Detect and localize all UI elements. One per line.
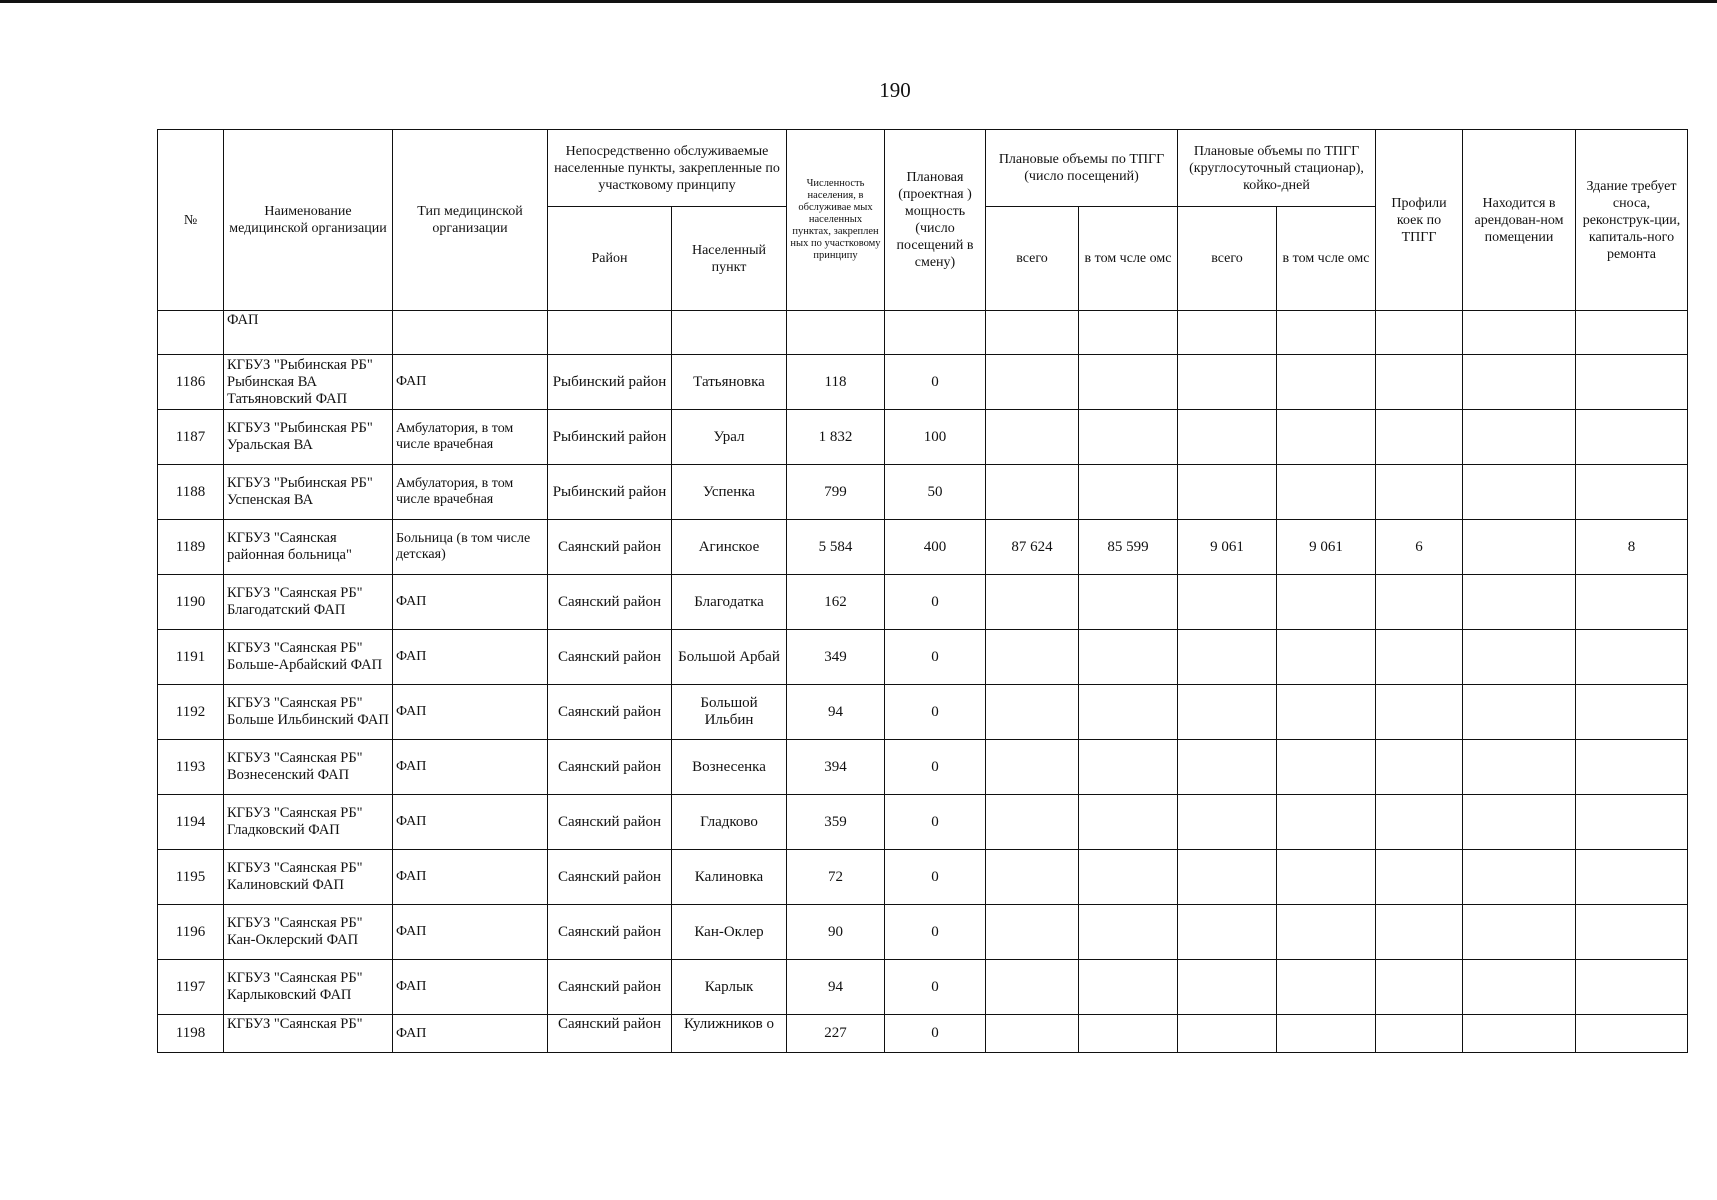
- row-beds-total: [1178, 355, 1277, 410]
- header-capacity: Плановая (проектная ) мощность (число посещений в смену): [885, 130, 986, 311]
- row-population: 349: [787, 630, 885, 685]
- row-visits-oms: [1079, 1015, 1178, 1053]
- row-population: 1 832: [787, 410, 885, 465]
- row-profiles: 6: [1376, 520, 1463, 575]
- section-cell: [885, 311, 986, 355]
- row-population: 72: [787, 850, 885, 905]
- row-district: Саянский район: [548, 685, 672, 740]
- row-visits-oms: [1079, 575, 1178, 630]
- row-capacity: 0: [885, 850, 986, 905]
- row-capacity: 100: [885, 410, 986, 465]
- row-beds-total: [1178, 1015, 1277, 1053]
- row-visits-total: [986, 685, 1079, 740]
- table-row: [158, 795, 1688, 850]
- header-visits: Плановые объемы по ТПГГ (число посещений): [986, 130, 1178, 207]
- row-district: Саянский район: [548, 575, 672, 630]
- row-name: КГБУЗ "Саянская РБ" Больше Ильбинский ФАП: [224, 685, 393, 740]
- header-settlement: Населенный пункт: [672, 207, 787, 311]
- row-settlement: Кулижников о: [672, 1015, 787, 1053]
- row-beds-oms: [1277, 1015, 1376, 1053]
- header-rented: Находится в арендован-ном помещении: [1463, 130, 1576, 311]
- row-profiles: [1376, 355, 1463, 410]
- table-row: [158, 960, 1688, 1015]
- row-rented: [1463, 520, 1576, 575]
- row-rented: [1463, 575, 1576, 630]
- row-rented: [1463, 960, 1576, 1015]
- row-settlement: Калиновка: [672, 850, 787, 905]
- row-building: [1576, 905, 1688, 960]
- row-num: 1186: [158, 355, 224, 410]
- header-name: Наименование медицинской организации: [224, 130, 393, 311]
- section-cell: [672, 311, 787, 355]
- row-district: Саянский район: [548, 850, 672, 905]
- section-cell: [1277, 311, 1376, 355]
- row-profiles: [1376, 795, 1463, 850]
- row-settlement: Агинское: [672, 520, 787, 575]
- row-type: Амбулатория, в том числе врачебная: [393, 410, 548, 465]
- row-settlement: Гладково: [672, 795, 787, 850]
- table-row: [158, 410, 1688, 465]
- row-name: КГБУЗ "Рыбинская РБ" Рыбинская ВА Татьяновский ФАП: [224, 355, 393, 410]
- row-building: [1576, 355, 1688, 410]
- row-type: Больница (в том числе детская): [393, 520, 548, 575]
- row-visits-total: [986, 740, 1079, 795]
- section-cell: [986, 311, 1079, 355]
- header-building: Здание требует сноса, реконструк-ции, капиталь-ного ремонта: [1576, 130, 1688, 311]
- row-rented: [1463, 685, 1576, 740]
- row-district: Саянский район: [548, 905, 672, 960]
- row-beds-oms: [1277, 410, 1376, 465]
- row-profiles: [1376, 630, 1463, 685]
- row-capacity: 0: [885, 905, 986, 960]
- row-num: 1197: [158, 960, 224, 1015]
- section-cell: [1079, 311, 1178, 355]
- row-visits-oms: [1079, 355, 1178, 410]
- row-capacity: 0: [885, 795, 986, 850]
- header-district: Район: [548, 207, 672, 311]
- row-beds-total: [1178, 905, 1277, 960]
- row-visits-oms: [1079, 850, 1178, 905]
- header-visits-oms: в том чсле омс: [1079, 207, 1178, 311]
- table-row: [158, 630, 1688, 685]
- row-name: КГБУЗ "Рыбинская РБ" Уральская ВА: [224, 410, 393, 465]
- table-row: [158, 520, 1688, 575]
- row-num: 1189: [158, 520, 224, 575]
- row-settlement: Карлык: [672, 960, 787, 1015]
- row-visits-oms: [1079, 960, 1178, 1015]
- row-visits-total: [986, 850, 1079, 905]
- section-cell: [1376, 311, 1463, 355]
- row-type: Амбулатория, в том числе врачебная: [393, 465, 548, 520]
- row-beds-oms: [1277, 960, 1376, 1015]
- row-building: [1576, 850, 1688, 905]
- row-settlement: Татьяновка: [672, 355, 787, 410]
- row-district: Саянский район: [548, 960, 672, 1015]
- row-beds-total: [1178, 410, 1277, 465]
- row-capacity: 0: [885, 355, 986, 410]
- row-beds-total: [1178, 850, 1277, 905]
- row-profiles: [1376, 465, 1463, 520]
- table-header: [158, 130, 1688, 311]
- row-population: 799: [787, 465, 885, 520]
- row-building: [1576, 410, 1688, 465]
- row-rented: [1463, 740, 1576, 795]
- row-capacity: 0: [885, 575, 986, 630]
- row-population: 90: [787, 905, 885, 960]
- header-num: №: [158, 130, 224, 311]
- row-type: ФАП: [393, 795, 548, 850]
- table-row: [158, 575, 1688, 630]
- row-profiles: [1376, 1015, 1463, 1053]
- table-row: [158, 355, 1688, 410]
- row-building: [1576, 960, 1688, 1015]
- section-cell: [548, 311, 672, 355]
- table-row: [158, 905, 1688, 960]
- row-population: 118: [787, 355, 885, 410]
- row-district: Рыбинский район: [548, 465, 672, 520]
- row-rented: [1463, 410, 1576, 465]
- row-beds-oms: [1277, 355, 1376, 410]
- row-rented: [1463, 1015, 1576, 1053]
- row-name: КГБУЗ "Саянская РБ": [224, 1015, 393, 1053]
- row-building: [1576, 795, 1688, 850]
- row-type: ФАП: [393, 960, 548, 1015]
- row-type: ФАП: [393, 355, 548, 410]
- row-profiles: [1376, 905, 1463, 960]
- row-type: ФАП: [393, 850, 548, 905]
- row-beds-oms: [1277, 795, 1376, 850]
- row-capacity: 0: [885, 960, 986, 1015]
- row-settlement: Большой Ильбин: [672, 685, 787, 740]
- row-num: 1194: [158, 795, 224, 850]
- row-visits-total: [986, 465, 1079, 520]
- page-number: 190: [879, 78, 911, 102]
- table-body: [158, 311, 1688, 1053]
- header-beds-total: всего: [1178, 207, 1277, 311]
- row-rented: [1463, 905, 1576, 960]
- row-visits-total: [986, 630, 1079, 685]
- row-name: КГБУЗ "Саянская районная больница": [224, 520, 393, 575]
- row-beds-total: [1178, 795, 1277, 850]
- row-rented: [1463, 850, 1576, 905]
- row-beds-total: [1178, 465, 1277, 520]
- row-name: КГБУЗ "Саянская РБ" Кан-Оклерский ФАП: [224, 905, 393, 960]
- top-border-line: [0, 0, 1717, 3]
- section-cell: [1178, 311, 1277, 355]
- row-visits-total: [986, 795, 1079, 850]
- row-visits-oms: [1079, 740, 1178, 795]
- row-beds-oms: [1277, 630, 1376, 685]
- header-beds-oms: в том чсле омс: [1277, 207, 1376, 311]
- row-num: 1192: [158, 685, 224, 740]
- header-type: Тип медицинской организации: [393, 130, 548, 311]
- row-rented: [1463, 795, 1576, 850]
- row-name: КГБУЗ "Саянская РБ" Калиновский ФАП: [224, 850, 393, 905]
- header-profiles: Профили коек по ТПГГ: [1376, 130, 1463, 311]
- header-population: Численность населения, в обслуживае мых населенных пунктах, закреплен ных по участковому принципу: [787, 130, 885, 311]
- row-settlement: Большой Арбай: [672, 630, 787, 685]
- row-beds-oms: 9 061: [1277, 520, 1376, 575]
- row-beds-total: [1178, 685, 1277, 740]
- row-visits-oms: 85 599: [1079, 520, 1178, 575]
- row-settlement: Вознесенка: [672, 740, 787, 795]
- row-beds-oms: [1277, 465, 1376, 520]
- row-beds-total: [1178, 740, 1277, 795]
- table-row: [158, 465, 1688, 520]
- section-cell: [1576, 311, 1688, 355]
- row-district: Рыбинский район: [548, 410, 672, 465]
- row-population: 227: [787, 1015, 885, 1053]
- section-row: [158, 311, 1688, 355]
- row-population: 94: [787, 685, 885, 740]
- row-settlement: Успенка: [672, 465, 787, 520]
- row-building: [1576, 630, 1688, 685]
- row-visits-total: [986, 1015, 1079, 1053]
- row-capacity: 0: [885, 630, 986, 685]
- row-capacity: 0: [885, 685, 986, 740]
- row-num: 1196: [158, 905, 224, 960]
- row-capacity: 400: [885, 520, 986, 575]
- row-num: 1198: [158, 1015, 224, 1053]
- row-settlement: Кан-Оклер: [672, 905, 787, 960]
- row-rented: [1463, 630, 1576, 685]
- row-beds-total: [1178, 960, 1277, 1015]
- row-population: 394: [787, 740, 885, 795]
- row-population: 5 584: [787, 520, 885, 575]
- row-building: [1576, 1015, 1688, 1053]
- section-cell: [393, 311, 548, 355]
- row-district: Саянский район: [548, 1015, 672, 1053]
- row-profiles: [1376, 575, 1463, 630]
- row-type: ФАП: [393, 575, 548, 630]
- row-visits-oms: [1079, 905, 1178, 960]
- row-district: Саянский район: [548, 630, 672, 685]
- row-building: 8: [1576, 520, 1688, 575]
- table-row: [158, 1015, 1688, 1053]
- row-profiles: [1376, 960, 1463, 1015]
- row-beds-oms: [1277, 685, 1376, 740]
- row-num: 1195: [158, 850, 224, 905]
- table-row: [158, 850, 1688, 905]
- row-beds-oms: [1277, 575, 1376, 630]
- row-name: КГБУЗ "Саянская РБ" Больше-Арбайский ФАП: [224, 630, 393, 685]
- row-rented: [1463, 355, 1576, 410]
- row-beds-oms: [1277, 850, 1376, 905]
- row-num: 1187: [158, 410, 224, 465]
- row-name: КГБУЗ "Саянская РБ" Карлыковский ФАП: [224, 960, 393, 1015]
- row-beds-oms: [1277, 905, 1376, 960]
- row-visits-oms: [1079, 685, 1178, 740]
- row-num: 1188: [158, 465, 224, 520]
- row-profiles: [1376, 740, 1463, 795]
- header-served: Непосредственно обслуживаемые населенные пункты, закрепленные по участковому принципу: [548, 130, 787, 207]
- row-profiles: [1376, 685, 1463, 740]
- row-visits-oms: [1079, 795, 1178, 850]
- row-visits-oms: [1079, 630, 1178, 685]
- row-district: Саянский район: [548, 795, 672, 850]
- row-capacity: 0: [885, 1015, 986, 1053]
- header-visits-total: всего: [986, 207, 1079, 311]
- row-district: Рыбинский район: [548, 355, 672, 410]
- row-name: КГБУЗ "Рыбинская РБ" Успенская ВА: [224, 465, 393, 520]
- row-profiles: [1376, 850, 1463, 905]
- row-visits-total: [986, 355, 1079, 410]
- row-population: 162: [787, 575, 885, 630]
- row-district: Саянский район: [548, 740, 672, 795]
- row-visits-total: 87 624: [986, 520, 1079, 575]
- section-cell: [158, 311, 224, 355]
- row-visits-oms: [1079, 465, 1178, 520]
- row-visits-total: [986, 575, 1079, 630]
- section-cell: [787, 311, 885, 355]
- row-name: КГБУЗ "Саянская РБ" Благодатский ФАП: [224, 575, 393, 630]
- row-building: [1576, 465, 1688, 520]
- row-name: КГБУЗ "Саянская РБ" Гладковский ФАП: [224, 795, 393, 850]
- row-num: 1191: [158, 630, 224, 685]
- row-num: 1193: [158, 740, 224, 795]
- row-settlement: Благодатка: [672, 575, 787, 630]
- row-beds-oms: [1277, 740, 1376, 795]
- row-population: 359: [787, 795, 885, 850]
- row-type: ФАП: [393, 1015, 548, 1053]
- section-cell: [1463, 311, 1576, 355]
- row-building: [1576, 685, 1688, 740]
- row-type: ФАП: [393, 685, 548, 740]
- row-visits-oms: [1079, 410, 1178, 465]
- row-capacity: 50: [885, 465, 986, 520]
- row-settlement: Урал: [672, 410, 787, 465]
- row-beds-total: [1178, 630, 1277, 685]
- row-district: Саянский район: [548, 520, 672, 575]
- row-capacity: 0: [885, 740, 986, 795]
- row-beds-total: [1178, 575, 1277, 630]
- header-beds: Плановые объемы по ТПГГ (круглосуточный стационар), койко-дней: [1178, 130, 1376, 207]
- row-beds-total: 9 061: [1178, 520, 1277, 575]
- row-visits-total: [986, 960, 1079, 1015]
- row-building: [1576, 575, 1688, 630]
- facilities-table: [157, 129, 1688, 1053]
- row-visits-total: [986, 410, 1079, 465]
- row-type: ФАП: [393, 630, 548, 685]
- row-type: ФАП: [393, 740, 548, 795]
- row-num: 1190: [158, 575, 224, 630]
- table-row: [158, 685, 1688, 740]
- row-profiles: [1376, 410, 1463, 465]
- section-label: ФАП: [224, 311, 393, 355]
- row-visits-total: [986, 905, 1079, 960]
- row-population: 94: [787, 960, 885, 1015]
- row-rented: [1463, 465, 1576, 520]
- row-name: КГБУЗ "Саянская РБ" Вознесенский ФАП: [224, 740, 393, 795]
- row-type: ФАП: [393, 905, 548, 960]
- table-row: [158, 740, 1688, 795]
- row-building: [1576, 740, 1688, 795]
